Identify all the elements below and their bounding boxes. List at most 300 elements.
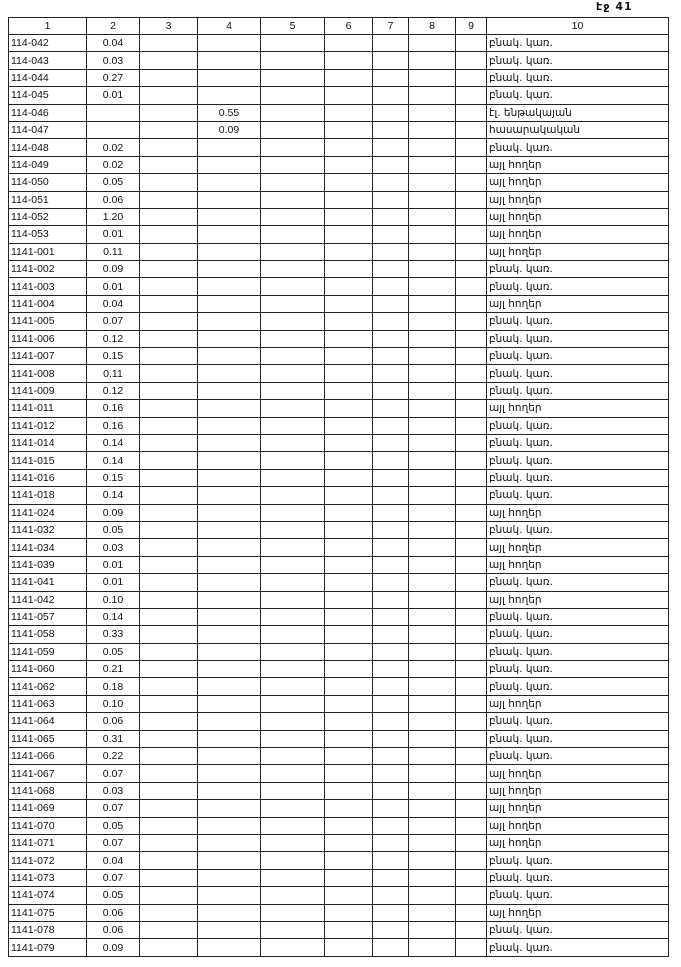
empty-cell	[325, 852, 373, 869]
empty-cell	[325, 208, 373, 225]
area-cell: 0.05	[87, 521, 140, 538]
empty-cell	[409, 382, 456, 399]
parcel-code-cell: 1141-016	[9, 469, 87, 486]
area-col4-cell	[198, 765, 261, 782]
parcel-code-cell: 1141-064	[9, 713, 87, 730]
area-cell: 0.05	[87, 643, 140, 660]
empty-cell	[373, 226, 409, 243]
empty-cell	[373, 608, 409, 625]
area-cell: 0.06	[87, 904, 140, 921]
empty-cell	[373, 469, 409, 486]
empty-cell	[373, 504, 409, 521]
empty-cell	[325, 556, 373, 573]
empty-cell	[325, 69, 373, 86]
table-row	[9, 330, 669, 347]
empty-cell	[373, 591, 409, 608]
empty-cell	[261, 382, 325, 399]
empty-cell	[140, 313, 198, 330]
area-cell: 0.10	[87, 695, 140, 712]
empty-cell	[140, 887, 198, 904]
empty-cell	[325, 782, 373, 799]
empty-cell	[456, 191, 487, 208]
empty-cell	[456, 261, 487, 278]
table-row	[9, 817, 669, 834]
empty-cell	[261, 834, 325, 851]
empty-cell	[261, 852, 325, 869]
empty-cell	[261, 487, 325, 504]
empty-cell	[140, 834, 198, 851]
parcel-code-cell: 114-052	[9, 208, 87, 225]
empty-cell	[261, 330, 325, 347]
empty-cell	[140, 191, 198, 208]
area-col4-cell	[198, 591, 261, 608]
column-header: 9	[456, 18, 487, 35]
area-col4-cell	[198, 713, 261, 730]
parcel-code-cell: 114-043	[9, 52, 87, 69]
area-col4-cell	[198, 626, 261, 643]
area-col4-cell	[198, 748, 261, 765]
table-row	[9, 261, 669, 278]
table-row	[9, 904, 669, 921]
land-use-cell: այլ հողեր	[487, 817, 669, 834]
page-number-label: էջ 41	[596, 0, 633, 13]
area-cell: 0.06	[87, 921, 140, 938]
empty-cell	[456, 713, 487, 730]
empty-cell	[373, 574, 409, 591]
land-use-cell: բնակ. կառ.	[487, 52, 669, 69]
table-row	[9, 469, 669, 486]
area-cell: 0.15	[87, 348, 140, 365]
area-col4-cell	[198, 643, 261, 660]
empty-cell	[325, 226, 373, 243]
area-cell: 0.21	[87, 661, 140, 678]
area-col4-cell	[198, 921, 261, 938]
table-row	[9, 539, 669, 556]
empty-cell	[140, 261, 198, 278]
empty-cell	[409, 174, 456, 191]
empty-cell	[261, 69, 325, 86]
area-cell: 0.18	[87, 678, 140, 695]
parcel-code-cell: 1141-070	[9, 817, 87, 834]
empty-cell	[261, 261, 325, 278]
empty-cell	[140, 800, 198, 817]
empty-cell	[325, 278, 373, 295]
table-row	[9, 382, 669, 399]
empty-cell	[409, 87, 456, 104]
area-col4-cell	[198, 295, 261, 312]
land-use-cell: բնակ. կառ.	[487, 643, 669, 660]
land-use-cell: բնակ. կառ.	[487, 469, 669, 486]
empty-cell	[325, 400, 373, 417]
empty-cell	[456, 817, 487, 834]
parcel-code-cell: 1141-068	[9, 782, 87, 799]
area-cell: 0.33	[87, 626, 140, 643]
parcel-code-cell: 114-047	[9, 121, 87, 138]
table-row	[9, 556, 669, 573]
empty-cell	[373, 382, 409, 399]
empty-cell	[261, 748, 325, 765]
empty-cell	[373, 313, 409, 330]
empty-cell	[373, 52, 409, 69]
area-col4-cell	[198, 330, 261, 347]
area-col4-cell	[198, 35, 261, 52]
parcel-code-cell: 1141-024	[9, 504, 87, 521]
land-use-cell: բնակ. կառ.	[487, 417, 669, 434]
area-col4-cell	[198, 348, 261, 365]
empty-cell	[456, 643, 487, 660]
area-cell	[87, 121, 140, 138]
empty-cell	[261, 556, 325, 573]
empty-cell	[456, 504, 487, 521]
empty-cell	[409, 69, 456, 86]
area-cell: 0.07	[87, 765, 140, 782]
column-header: 10	[487, 18, 669, 35]
empty-cell	[261, 52, 325, 69]
empty-cell	[140, 591, 198, 608]
empty-cell	[409, 417, 456, 434]
column-header: 2	[87, 18, 140, 35]
empty-cell	[325, 35, 373, 52]
empty-cell	[409, 539, 456, 556]
empty-cell	[373, 713, 409, 730]
empty-cell	[456, 626, 487, 643]
area-cell: 0.16	[87, 400, 140, 417]
empty-cell	[140, 504, 198, 521]
area-col4-cell	[198, 521, 261, 538]
land-use-cell: բնակ. կառ.	[487, 69, 669, 86]
area-col4-cell	[198, 487, 261, 504]
empty-cell	[456, 104, 487, 121]
empty-cell	[456, 417, 487, 434]
area-col4-cell	[198, 469, 261, 486]
empty-cell	[409, 730, 456, 747]
area-col4-cell: 0.55	[198, 104, 261, 121]
empty-cell	[409, 365, 456, 382]
empty-cell	[261, 434, 325, 451]
area-cell: 0.11	[87, 243, 140, 260]
empty-cell	[261, 139, 325, 156]
area-cell: 0.01	[87, 556, 140, 573]
area-col4-cell	[198, 834, 261, 851]
empty-cell	[456, 782, 487, 799]
area-col4-cell	[198, 278, 261, 295]
parcel-code-cell: 1141-069	[9, 800, 87, 817]
empty-cell	[325, 626, 373, 643]
land-use-cell: բնակ. կառ.	[487, 452, 669, 469]
empty-cell	[325, 174, 373, 191]
area-col4-cell	[198, 365, 261, 382]
area-col4-cell	[198, 174, 261, 191]
empty-cell	[325, 313, 373, 330]
empty-cell	[456, 52, 487, 69]
empty-cell	[373, 191, 409, 208]
empty-cell	[456, 121, 487, 138]
table-row	[9, 348, 669, 365]
empty-cell	[140, 139, 198, 156]
empty-cell	[409, 608, 456, 625]
empty-cell	[140, 869, 198, 886]
empty-cell	[409, 469, 456, 486]
empty-cell	[325, 591, 373, 608]
area-cell: 0.16	[87, 417, 140, 434]
empty-cell	[261, 574, 325, 591]
empty-cell	[373, 765, 409, 782]
empty-cell	[456, 904, 487, 921]
empty-cell	[373, 817, 409, 834]
empty-cell	[409, 521, 456, 538]
empty-cell	[456, 834, 487, 851]
area-col4-cell	[198, 782, 261, 799]
empty-cell	[325, 365, 373, 382]
area-cell: 0.12	[87, 330, 140, 347]
empty-cell	[261, 539, 325, 556]
area-col4-cell	[198, 226, 261, 243]
empty-cell	[409, 400, 456, 417]
land-parcel-table	[8, 17, 669, 957]
parcel-code-cell: 1141-012	[9, 417, 87, 434]
empty-cell	[409, 139, 456, 156]
table-body	[9, 35, 669, 957]
area-col4-cell	[198, 678, 261, 695]
empty-cell	[409, 295, 456, 312]
empty-cell	[373, 174, 409, 191]
empty-cell	[325, 434, 373, 451]
empty-cell	[456, 87, 487, 104]
empty-cell	[456, 678, 487, 695]
empty-cell	[325, 52, 373, 69]
column-header: 4	[198, 18, 261, 35]
area-col4-cell	[198, 191, 261, 208]
empty-cell	[325, 104, 373, 121]
area-col4-cell	[198, 313, 261, 330]
empty-cell	[261, 104, 325, 121]
empty-cell	[140, 748, 198, 765]
area-col4-cell	[198, 817, 261, 834]
parcel-code-cell: 1141-075	[9, 904, 87, 921]
land-use-cell: բնակ. կառ.	[487, 730, 669, 747]
empty-cell	[373, 261, 409, 278]
land-use-cell: բնակ. կառ.	[487, 921, 669, 938]
table-row	[9, 295, 669, 312]
empty-cell	[409, 591, 456, 608]
table-row	[9, 869, 669, 886]
empty-cell	[140, 121, 198, 138]
land-use-cell: բնակ. կառ.	[487, 365, 669, 382]
parcel-code-cell: 1141-063	[9, 695, 87, 712]
empty-cell	[373, 400, 409, 417]
parcel-code-cell: 1141-011	[9, 400, 87, 417]
empty-cell	[140, 521, 198, 538]
empty-cell	[261, 278, 325, 295]
empty-cell	[373, 121, 409, 138]
empty-cell	[140, 452, 198, 469]
area-cell: 0.04	[87, 852, 140, 869]
area-cell: 0.04	[87, 295, 140, 312]
land-use-cell: էլ. ենթակայան	[487, 104, 669, 121]
empty-cell	[373, 417, 409, 434]
empty-cell	[325, 156, 373, 173]
empty-cell	[325, 330, 373, 347]
empty-cell	[325, 748, 373, 765]
parcel-code-cell: 1141-059	[9, 643, 87, 660]
empty-cell	[261, 469, 325, 486]
parcel-code-cell: 114-051	[9, 191, 87, 208]
empty-cell	[140, 661, 198, 678]
empty-cell	[373, 939, 409, 956]
parcel-code-cell: 114-042	[9, 35, 87, 52]
empty-cell	[373, 452, 409, 469]
area-cell: 0.27	[87, 69, 140, 86]
area-cell: 0.09	[87, 939, 140, 956]
parcel-code-cell: 1141-071	[9, 834, 87, 851]
empty-cell	[456, 539, 487, 556]
empty-cell	[140, 434, 198, 451]
area-col4-cell	[198, 452, 261, 469]
area-cell: 0.14	[87, 452, 140, 469]
empty-cell	[409, 52, 456, 69]
empty-cell	[373, 365, 409, 382]
empty-cell	[140, 643, 198, 660]
empty-cell	[373, 539, 409, 556]
empty-cell	[140, 730, 198, 747]
empty-cell	[373, 730, 409, 747]
area-col4-cell	[198, 904, 261, 921]
empty-cell	[409, 156, 456, 173]
area-col4-cell	[198, 730, 261, 747]
area-cell: 1.20	[87, 208, 140, 225]
area-col4-cell	[198, 139, 261, 156]
table-row	[9, 365, 669, 382]
empty-cell	[409, 643, 456, 660]
empty-cell	[140, 904, 198, 921]
land-use-cell: բնակ. կառ.	[487, 661, 669, 678]
area-cell: 0.14	[87, 487, 140, 504]
empty-cell	[325, 695, 373, 712]
table-row	[9, 713, 669, 730]
empty-cell	[261, 417, 325, 434]
empty-cell	[456, 591, 487, 608]
empty-cell	[261, 904, 325, 921]
empty-cell	[325, 800, 373, 817]
area-col4-cell	[198, 869, 261, 886]
land-use-cell: բնակ. կառ.	[487, 887, 669, 904]
area-cell: 0.14	[87, 608, 140, 625]
area-cell: 0.03	[87, 52, 140, 69]
area-cell: 0.07	[87, 869, 140, 886]
land-use-cell: այլ հողեր	[487, 191, 669, 208]
parcel-code-cell: 1141-014	[9, 434, 87, 451]
table-row	[9, 887, 669, 904]
table-row	[9, 921, 669, 938]
empty-cell	[373, 782, 409, 799]
land-use-cell: բնակ. կառ.	[487, 278, 669, 295]
empty-cell	[373, 748, 409, 765]
empty-cell	[325, 191, 373, 208]
land-use-cell: այլ հողեր	[487, 174, 669, 191]
empty-cell	[456, 661, 487, 678]
empty-cell	[325, 295, 373, 312]
empty-cell	[140, 626, 198, 643]
empty-cell	[261, 730, 325, 747]
empty-cell	[140, 208, 198, 225]
area-col4-cell	[198, 539, 261, 556]
empty-cell	[456, 765, 487, 782]
parcel-code-cell: 1141-009	[9, 382, 87, 399]
empty-cell	[409, 748, 456, 765]
parcel-code-cell: 1141-004	[9, 295, 87, 312]
table-row	[9, 35, 669, 52]
area-cell: 0.12	[87, 382, 140, 399]
empty-cell	[140, 69, 198, 86]
area-col4-cell	[198, 87, 261, 104]
table-row	[9, 313, 669, 330]
table-row	[9, 156, 669, 173]
empty-cell	[456, 887, 487, 904]
empty-cell	[325, 834, 373, 851]
table-row	[9, 574, 669, 591]
empty-cell	[261, 174, 325, 191]
column-header: 8	[409, 18, 456, 35]
column-header: 1	[9, 18, 87, 35]
area-cell: 0.14	[87, 434, 140, 451]
parcel-code-cell: 1141-039	[9, 556, 87, 573]
parcel-code-cell: 1141-065	[9, 730, 87, 747]
land-use-cell: բնակ. կառ.	[487, 139, 669, 156]
empty-cell	[140, 695, 198, 712]
parcel-code-cell: 1141-018	[9, 487, 87, 504]
land-use-cell: բնակ. կառ.	[487, 939, 669, 956]
area-cell	[87, 104, 140, 121]
empty-cell	[261, 591, 325, 608]
land-use-cell: բնակ. կառ.	[487, 869, 669, 886]
empty-cell	[456, 869, 487, 886]
empty-cell	[373, 104, 409, 121]
table-row	[9, 139, 669, 156]
empty-cell	[373, 678, 409, 695]
table-row	[9, 661, 669, 678]
empty-cell	[261, 295, 325, 312]
empty-cell	[409, 695, 456, 712]
empty-cell	[325, 504, 373, 521]
area-col4-cell	[198, 608, 261, 625]
empty-cell	[261, 504, 325, 521]
parcel-code-cell: 1141-015	[9, 452, 87, 469]
table-row	[9, 643, 669, 660]
empty-cell	[261, 887, 325, 904]
area-col4-cell	[198, 208, 261, 225]
area-cell: 0.01	[87, 87, 140, 104]
empty-cell	[325, 939, 373, 956]
empty-cell	[140, 817, 198, 834]
area-cell: 0.07	[87, 834, 140, 851]
area-cell: 0.06	[87, 713, 140, 730]
empty-cell	[456, 313, 487, 330]
empty-cell	[409, 852, 456, 869]
empty-cell	[261, 921, 325, 938]
empty-cell	[373, 800, 409, 817]
empty-cell	[325, 921, 373, 938]
land-use-cell: բնակ. կառ.	[487, 521, 669, 538]
empty-cell	[140, 539, 198, 556]
empty-cell	[140, 713, 198, 730]
land-use-cell: բնակ. կառ.	[487, 87, 669, 104]
land-use-cell: բնակ. կառ.	[487, 608, 669, 625]
empty-cell	[140, 382, 198, 399]
empty-cell	[409, 556, 456, 573]
empty-cell	[409, 817, 456, 834]
empty-cell	[456, 434, 487, 451]
land-use-cell: այլ հողեր	[487, 156, 669, 173]
